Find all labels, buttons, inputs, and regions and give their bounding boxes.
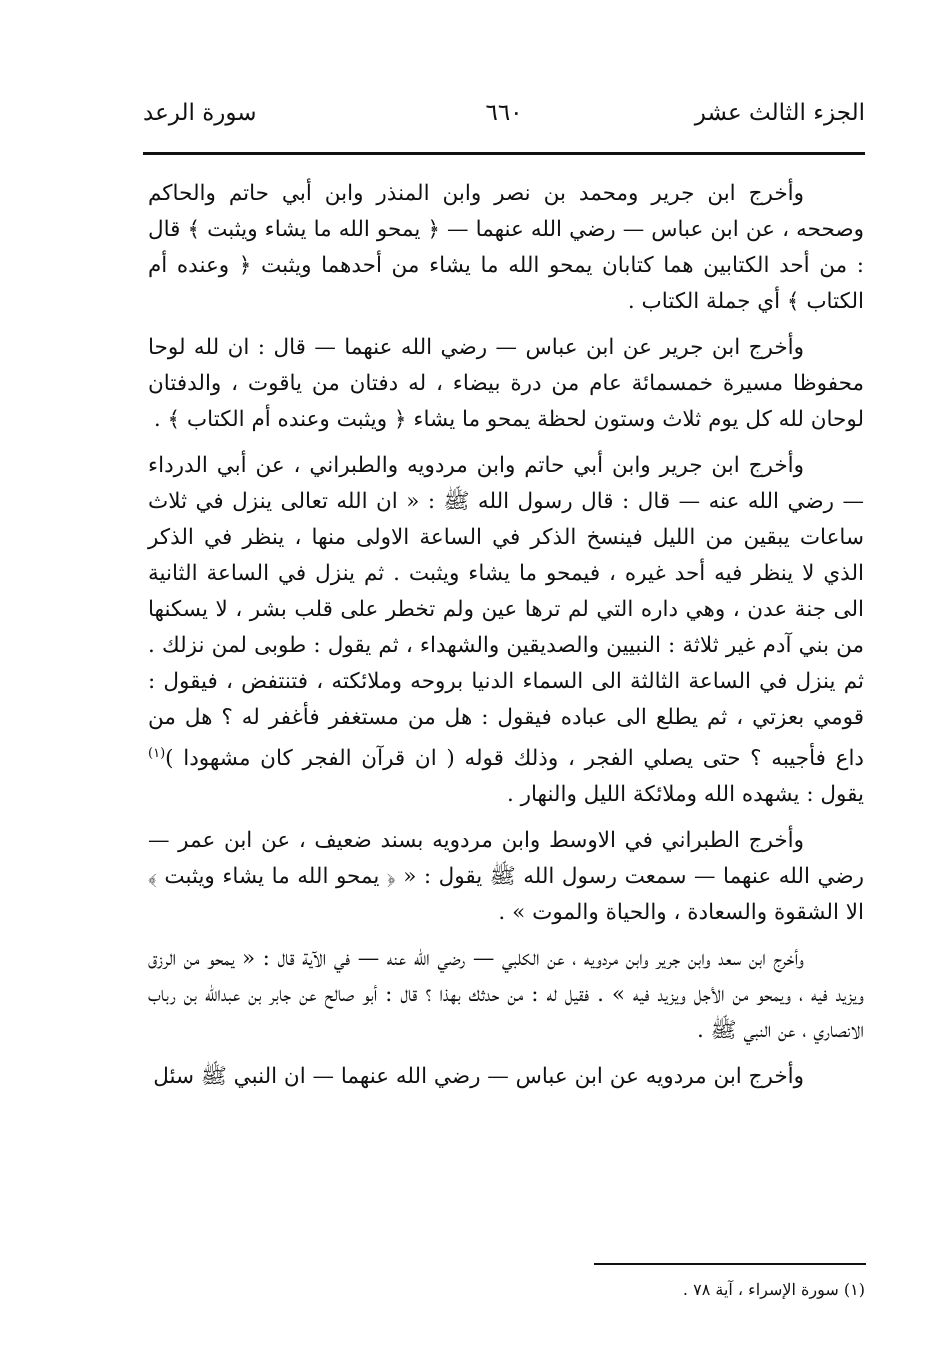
paragraph: وأخرج ابن جرير ومحمد بن نصر وابن المنذر وابن أبي حاتم والحاكم وصححه ، عن ابن عباس — رضي الله عنهما — ﴿ يمحو الله ما يشاء ويثبت ﴾ قال : من أحد الكتابين هما كتابان يمحو الله ما يشاء من أحدهما ويثبت ﴿ وعنده أم الكتاب ﴾ أي جملة الكتاب . (148, 181, 864, 314)
paragraph: وأخرج ابن مردويه عن ابن عباس — رضي الله عنهما — ان النبي ﷺ سئل (153, 1064, 804, 1090)
paragraph-text: وأخرج ابن جرير وابن أبي حاتم وابن مردويه والطبراني ، عن أبي الدرداء — رضي الله عنه — قال : قال رسول الله ﷺ : « ان الله تعالى ينزل في ثلاث ساعات يبقين من الليل فينسخ الذكر في الساعة الاولى منها ، ينظر في الذكر الذي لا ينظر فيه أحد غيره ، فيمحو ما يشاء ويثبت . ثم ينزل في الساعة الثانية الى جنة عدن ، وهي داره التي لم ترها عين ولم تخطر على قلب بشر ، لا يسكنها من بني آدم غير ثلاثة : النبيين والصديقين والشهداء ، ثم يقول : طوبى لمن نزلك . ثم ينزل في الساعة الثالثة الى السماء الدنيا بروحه وملائكته ، فتنتفض ، فيقول : قومي بعزتي ، ثم يطلع الى عباده فيقول : هل من مستغفر فأغفر له ؟ هل من داع فأجيبه ؟ حتى يصلي الفجر ، وذلك قوله ( ان قرآن الفجر كان مشهودا ) (148, 453, 864, 772)
footnote-divider (594, 1263, 866, 1265)
footnote-ref[interactable]: (١) (148, 746, 166, 761)
header-divider (143, 152, 865, 155)
paragraph: وأخرج الطبراني في الاوسط وابن مردويه بسند ضعيف ، عن ابن عمر — رضي الله عنهما — سمعت رسول الله ﷺ يقول : « ﴿ يمحو الله ما يشاء ويثبت ﴾ الا الشقوة والسعادة ، والحياة والموت » . (148, 828, 864, 926)
surah-title: سورة الرعد (143, 100, 257, 126)
paragraph (148, 448, 864, 813)
page-header (143, 92, 865, 140)
part-title: الجزء الثالث عشر (694, 100, 865, 126)
paragraph: وأخرج ابن جرير عن ابن عباس — رضي الله عنهما — قال : ان لله لوحا محفوظا مسيرة خمسمائة عام من درة بيضاء ، له دفتان من ياقوت ، والدفتان لوحان لله كل يوم ثلاث وستون لحظة يمحو ما يشاء ﴿ ويثبت وعنده أم الكتاب ﴾ . (148, 335, 864, 432)
main-text (148, 176, 864, 1105)
paragraph: وأخرج ابن سعد وابن جرير وابن مردويه ، عن الكلبي — رضي الله عنه — في الآية قال : « يمحو من الرزق ويزيد فيه ، ويمحو من الأجل ويزيد فيه » . فقيل له : من حدثك بهذا ؟ قال : أبو صالح عن جابر بن عبدالله بن رباب الانصاري ، عن النبي ﷺ . (148, 946, 864, 1044)
footnote: (١) سورة الإسراء ، آية ٧٨ . (682, 1280, 865, 1299)
page-number: ٦٦٠ (485, 100, 523, 126)
paragraph-tail: يقول : يشهده الله وملائكة الليل والنهار . (506, 782, 864, 808)
